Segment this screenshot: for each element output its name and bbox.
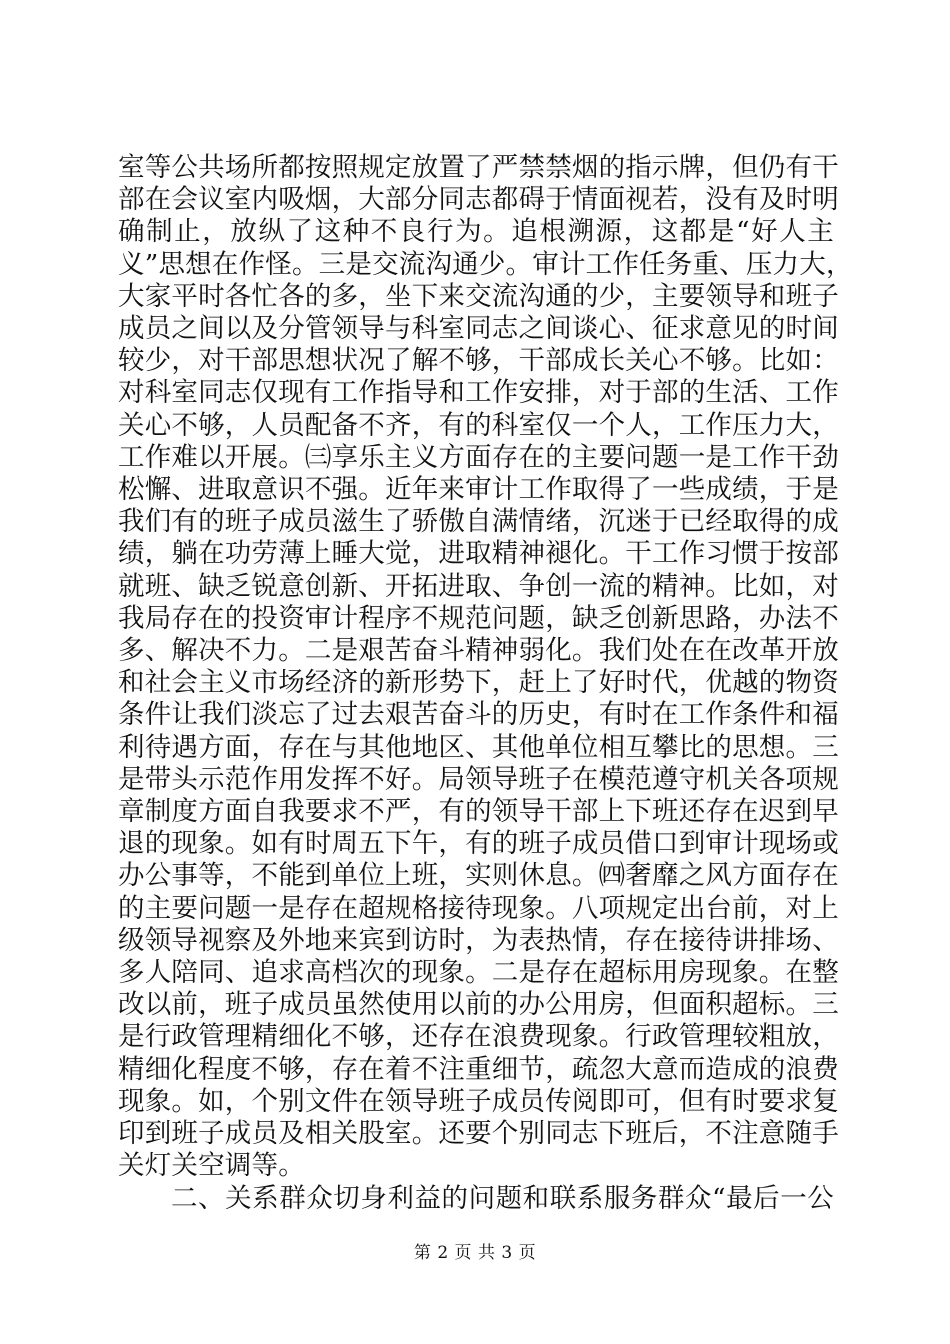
- section-heading-line: 二、关系群众切身利益的问题和联系服务群众“最后一公: [171, 1182, 834, 1214]
- text-line: 利待遇方面，存在与其他地区、其他单位相互攀比的思想。三: [118, 731, 839, 763]
- text-line: 办公事等，不能到单位上班，实则休息。㈣奢靡之风方面存在: [118, 860, 839, 892]
- text-line: 退的现象。如有时周五下午，有的班子成员借口到审计现场或: [118, 828, 839, 860]
- text-line: 确制止，放纵了这种不良行为。追根溯源，这都是“好人主: [118, 216, 834, 248]
- text-line: 条件让我们淡忘了过去艰苦奋斗的历史，有时在工作条件和福: [118, 699, 839, 731]
- page-footer: 第 2 页 共 3 页: [413, 1243, 537, 1263]
- text-line: 就班、缺乏锐意创新、开拓进取、争创一流的精神。比如，对: [118, 570, 839, 602]
- text-line: 部在会议室内吸烟，大部分同志都碍于情面视若，没有及时明: [118, 184, 839, 216]
- text-line: 对科室同志仅现有工作指导和工作安排，对于部的生活、工作: [118, 377, 839, 409]
- text-line: 是行政管理精细化不够，还存在浪费现象。行政管理较粗放，: [118, 1021, 839, 1053]
- text-line: 级领导视察及外地来宾到访时，为表热情，存在接待讲排场、: [118, 924, 839, 956]
- text-line: 章制度方面自我要求不严，有的领导干部上下班还存在迟到早: [118, 796, 839, 828]
- text-line: 成员之间以及分管领导与科室同志之间谈心、征求意见的时间: [118, 313, 839, 345]
- text-line: 改以前，班子成员虽然使用以前的办公用房，但面积超标。三: [118, 989, 839, 1021]
- paragraph-end-line: 关灯关空调等。: [118, 1150, 305, 1182]
- text-line: 和社会主义市场经济的新形势下，赶上了好时代，优越的物资: [118, 667, 839, 699]
- text-line: 我们有的班子成员滋生了骄傲自满情绪，沉迷于已经取得的成: [118, 506, 839, 538]
- text-line: 现象。如，个别文件在领导班子成员传阅即可，但有时要求复: [118, 1085, 839, 1117]
- text-line: 室等公共场所都按照规定放置了严禁禁烟的指示牌，但仍有干: [118, 152, 839, 183]
- text-line: 多、解决不力。二是艰苦奋斗精神弱化。我们处在在改革开放: [118, 635, 839, 667]
- text-line: 精细化程度不够，存在着不注重细节，疏忽大意而造成的浪费: [118, 1053, 839, 1085]
- text-line: 是带头示范作用发挥不好。局领导班子在模范遵守机关各项规: [118, 763, 839, 795]
- text-line: 松懈、进取意识不强。近年来审计工作取得了一些成绩，于是: [118, 474, 839, 506]
- text-line: 我局存在的投资审计程序不规范问题，缺乏创新思路，办法不: [118, 602, 839, 634]
- text-line: 义”思想在作怪。三是交流沟通少。审计工作任务重、压力大，: [118, 248, 853, 280]
- text-line: 工作难以开展。㈢享乐主义方面存在的主要问题一是工作干劲: [118, 441, 839, 473]
- text-line: 较少，对干部思想状况了解不够，干部成长关心不够。比如：: [118, 345, 839, 377]
- text-line: 印到班子成员及相关股室。还要个别同志下班后，不注意随手: [118, 1118, 839, 1150]
- text-line: 多人陪同、追求高档次的现象。二是存在超标用房现象。在整: [118, 957, 839, 989]
- text-line: 关心不够，人员配备不齐，有的科室仅一个人，工作压力大，: [118, 409, 839, 441]
- text-line: 大家平时各忙各的多，坐下来交流沟通的少，主要领导和班子: [118, 280, 839, 312]
- text-line: 的主要问题一是存在超规格接待现象。八项规定出台前，对上: [118, 892, 839, 924]
- body-text: [118, 152, 853, 1215]
- text-line: 绩，躺在功劳薄上睡大觉，进取精神褪化。干工作习惯于按部: [118, 538, 839, 570]
